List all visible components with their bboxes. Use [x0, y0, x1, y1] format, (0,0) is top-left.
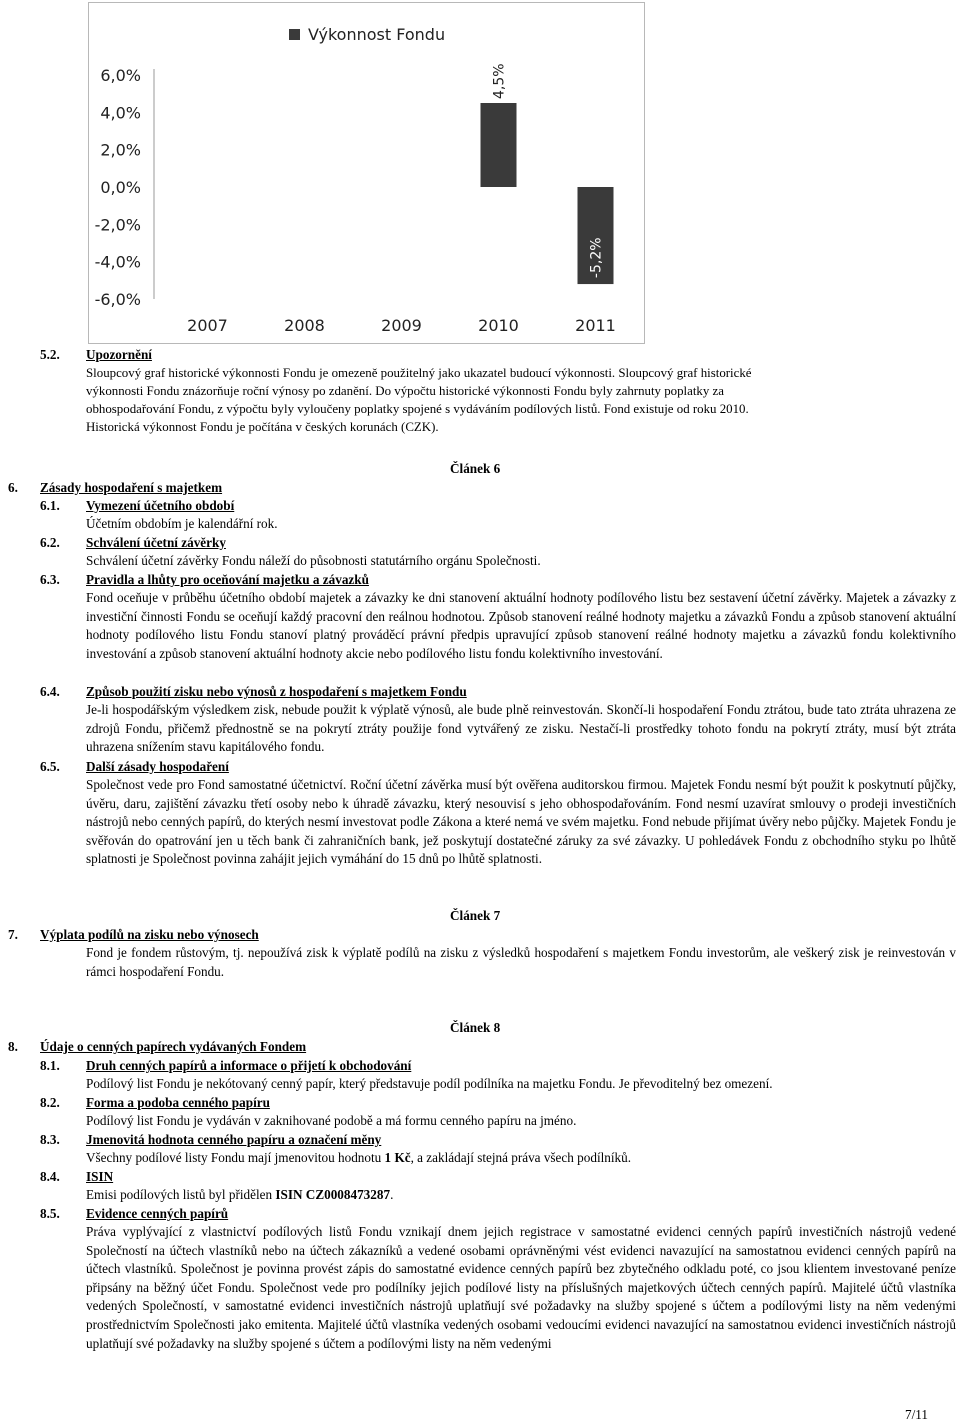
x-tick-label: 2008	[284, 316, 325, 335]
section-8-title: Údaje o cenných papírech vydávaných Fondem	[40, 1039, 307, 1054]
section-8-1-text: Podílový list Fondu je nekótovaný cenný papír, který představuje podíl podílníka na majetku Fondu. Je převoditelný bez omezení.	[86, 1076, 773, 1091]
section-7-title: Výplata podílů na zisku nebo výnosech	[40, 927, 259, 942]
section-5-2-number: 5.2.	[40, 347, 60, 362]
y-tick-label: -6,0%	[94, 290, 141, 309]
section-7-number: 7.	[8, 927, 18, 942]
section-6-3-number: 6.3.	[40, 572, 60, 587]
section-5-2-title: Upozornění	[86, 347, 152, 362]
y-tick-label: 4,0%	[100, 103, 141, 123]
section-6-4-text: Je-li hospodářským výsledkem zisk, nebude použit k výplatě výnosů, ale bude plně reinvestován. Skončí-li hospodaření Fondu ztrátou, bude tato ztráta uhrazena ze zdrojů Fondu, přičemž přednostně se na pokrytí ztráty použije fond vytvářený ze zisku. Nestačí-li prostředky tohoto fondu na pokrytí ztráty, musí být ztráta uhrazena snížením stavu kapitálového fondu.	[86, 702, 956, 755]
section-8-4-text-a: Emisi podílových listů byl přidělen	[86, 1187, 276, 1202]
y-tick-label: -2,0%	[94, 215, 141, 235]
x-tick-label: 2007	[187, 316, 228, 335]
chart-canvas	[89, 3, 646, 345]
section-8-2-title: Forma a podoba cenného papíru	[86, 1095, 270, 1110]
section-6-2-text: Schválení účetní závěrky Fondu náleží do působnosti statutárního orgánu Společnosti.	[86, 553, 541, 568]
y-tick-label: 6,0%	[100, 66, 141, 85]
section-8-3-text-c: , a zakládají stejná práva všech podílníků.	[410, 1150, 632, 1165]
section-8-number: 8.	[8, 1039, 18, 1054]
section-6-4-title: Způsob použití zisku nebo výnosů z hospodaření s majetkem Fondu	[86, 684, 467, 699]
section-8-3-text-a: Všechny podílové listy Fondu mají jmenovitou hodnotu	[86, 1150, 385, 1165]
section-6-3-text: Fond oceňuje v průběhu účetního období majetek a závazky ke dni stanovení aktuální hodnoty podílového listu bez sestavení účetní závěrky. Majetek a závazky z investiční činnosti Fondu se oceňují každý pracovní den reálnou hodnotou. Způsob stanovení reálné hodnoty majetku a závazků Fondu a způsob stanovení aktuální hodnoty podílového listu Fondu stanoví platný prováděcí právní předpis upravující způsob stanovení reálné hodnoty majetku a závazků fondu kolektivního investování a způsob stanovení aktuální hodnoty akcie nebo podílového listu fondu kolektivního investování.	[86, 590, 956, 661]
section-6-1-number: 6.1.	[40, 498, 60, 513]
section-8-2-text: Podílový list Fondu je vydáván v zaknihované podobě a má formu cenného papíru na jméno.	[86, 1113, 577, 1128]
article-7-heading: Článek 7	[450, 908, 501, 923]
section-8-1-number: 8.1.	[40, 1058, 60, 1073]
performance-chart	[88, 2, 645, 344]
section-6-5-number: 6.5.	[40, 759, 60, 774]
section-6-1-title: Vymezení účetního období	[86, 498, 235, 513]
section-8-1-title: Druh cenných papírů a informace o přijetí k obchodování	[86, 1058, 412, 1073]
x-tick-label: 2011	[575, 316, 616, 335]
section-8-3-text	[86, 1149, 631, 1168]
section-8-4-number: 8.4.	[40, 1169, 60, 1184]
section-5-2-line-4: Historická výkonnost Fondu je počítána v českých korunách (CZK).	[86, 420, 439, 434]
section-6-2-number: 6.2.	[40, 535, 60, 550]
y-tick-label: 0,0%	[100, 178, 141, 197]
bar-value-label-2010: 4,5%	[491, 63, 508, 99]
y-tick-label: 2,0%	[100, 140, 141, 160]
article-8-heading: Článek 8	[450, 1020, 501, 1035]
section-5-2-line-2: výkonnosti Fondu znázorňuje roční výnosy po zdanění. Do výpočtu historické výkonnosti Fondu byly zahrnuty poplatky za	[86, 384, 724, 398]
section-8-3-number: 8.3.	[40, 1132, 60, 1147]
page-number: 7/11	[905, 1407, 928, 1422]
section-6-2-title: Schválení účetní závěrky	[86, 535, 226, 550]
legend-label: Výkonnost Fondu	[308, 25, 446, 44]
section-6-4-number: 6.4.	[40, 684, 60, 699]
x-tick-label: 2009	[381, 316, 422, 335]
section-6-number: 6.	[8, 480, 18, 495]
section-8-5-title: Evidence cenných papírů	[86, 1206, 229, 1221]
article-6-heading: Článek 6	[450, 461, 501, 476]
section-8-5-number: 8.5.	[40, 1206, 60, 1221]
section-8-4-text-c: .	[390, 1187, 394, 1202]
section-8-4-title: ISIN	[86, 1169, 114, 1184]
x-tick-label: 2010	[478, 316, 519, 335]
section-7-text: Fond je fondem růstovým, tj. nepoužívá zisk k výplatě podílů na zisku z výsledků hospodaření s majetkem Fondu investorům, ale veškerý zisk je reinvestován v rámci hospodaření Fondu.	[86, 945, 956, 979]
section-5-2-line-3: obhospodařování Fondu, z výpočtu byly vyloučeny poplatky spojené s vydáváním podílových listů. Fond existuje od roku 2010.	[86, 402, 749, 416]
isin-code: ISIN CZ0008473287	[275, 1187, 391, 1202]
nominal-value: 1 Kč	[384, 1150, 411, 1165]
section-6-3-title: Pravidla a lhůty pro oceňování majetku a závazků	[86, 572, 369, 587]
section-5-2-line-1: Sloupcový graf historické výkonnosti Fondu je omezeně použitelný jako ukazatel budoucí výkonnosti. Sloupcový graf historické	[86, 366, 752, 380]
bar-value-label-2011: -5,2%	[588, 237, 605, 279]
section-8-2-number: 8.2.	[40, 1095, 60, 1110]
bar-2010	[481, 103, 517, 187]
section-8-3-title: Jmenovitá hodnota cenného papíru a označení měny	[86, 1132, 382, 1147]
section-6-title: Zásady hospodaření s majetkem	[40, 480, 223, 495]
section-6-5-text: Společnost vede pro Fond samostatné účetnictví. Roční účetní závěrka musí být ověřena auditorskou firmou. Majetek Fondu nesmí být použit k poskytnutí půjčky, úvěru, daru, zajištění závazku třetí osoby nebo k úhradě závazku, který nesouvisí s jeho obhospodařováním. Fond nesmí uzavírat smlouvy o prodeji investičních nástrojů nebo cenných papírů, do kterých nesmí investovat podle Zákona a které nemá ve svém majetku. Fond nebude přijímat úvěry nebo půjčky. Majetek Fondu je svěřován do opatrování jen u těch bank či zahraničních bank, jež poskytují dostatečné záruky za své závazky. U pohledávek Fondu z obchodního styku po lhůtě splatnosti je Společnost povinna zahájit jejich vymáhání do 15 dnů po lhůtě splatnosti.	[86, 777, 956, 867]
section-8-4-text	[86, 1186, 393, 1205]
section-6-1-text: Účetním obdobím je kalendářní rok.	[86, 516, 278, 531]
section-6-5-title: Další zásady hospodaření	[86, 759, 229, 774]
legend-swatch	[289, 29, 300, 40]
y-tick-label: -4,0%	[94, 252, 141, 272]
section-8-5-text: Práva vyplývající z vlastnictví podílových listů Fondu vznikají dnem jejich registrace v samostatné evidenci cenných papírů investičních nástrojů vedené Společností na účtech vlastníků nebo na účtech zákazníků a vedené osobami oprávněnými vést evidenci navazující na samostatnou evidenci cenných papírů na účtech vlastníků. Společnost je povinna provést zápis do samostatné evidence cenných papírů bez zbytečného odkladu poté, co jsou klientem investované peníze připsány na běžný účet Fondu. Společnost vede pro podílníky jejich podílové listy na příslušných majetkových účtech cenných papírů. Majitelé účtů vlastníka vedených Společností, v samostatné evidenci investičních nástrojů uplatňují své požadavky na služby spojené s účtem a podílovými listy na něm vedenými prostřednictvím Společnosti jako emitenta. Majitelé účtů vlastníka vedených osobami vedoucími evidenci navazující na samostatnou evidenci investičních nástrojů uplatňují své požadavky na služby spojené s účtem a podílovými listy na něm vedenými	[86, 1224, 956, 1351]
